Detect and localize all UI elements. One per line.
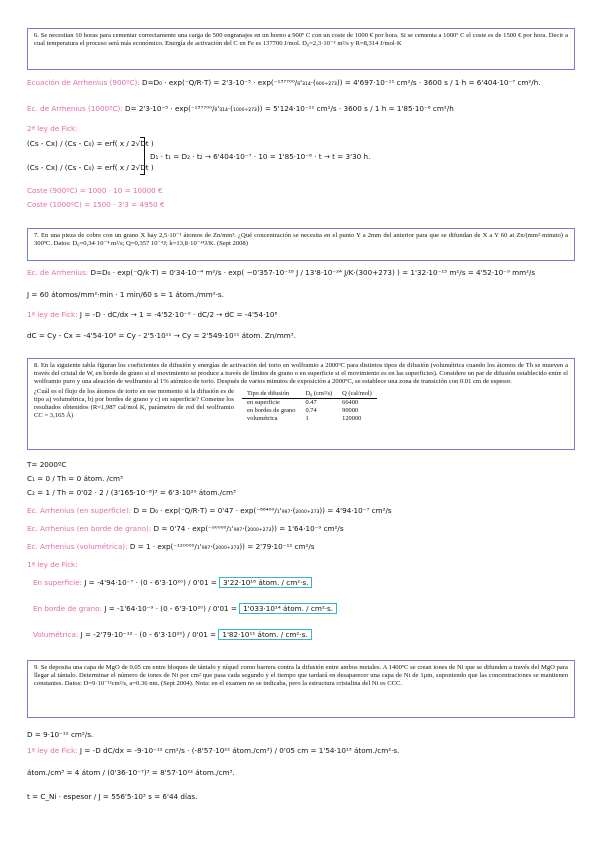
table-row <box>242 415 377 423</box>
table-cell: volumétrica <box>247 415 278 423</box>
p6-l2-eq: D= 2'3·10⁻⁵ · exp(⁻¹³⁷⁷⁰⁰/₈'₃₁₄·(₁₀₀₀₊₂₇₃)) = 5'124·10⁻¹¹ cm²/s · 3600 s / 1 h = 1'85·10⁻⁶ cm²/h <box>125 104 454 113</box>
p8-a1-label: Ec. Arrhenius (en superficie): <box>27 506 132 515</box>
p8-arrhenius-grain <box>27 524 344 533</box>
p6-fick-label: 2ª ley de Fick: <box>27 124 78 133</box>
p8-f2-label: En borde de grano: <box>33 604 103 613</box>
p8-f3-result: 1'82·10¹¹ átom. / cm²·s. <box>218 629 311 640</box>
p9-diffusivity: D = 9·10⁻¹² cm²/s. <box>27 730 94 739</box>
p9-concentration: átom./cm³ = 4 átom / (0'36·10⁻⁷)³ = 8'57·10²² átom./cm³. <box>27 768 235 777</box>
p7-arrhenius <box>27 268 535 277</box>
p8-a3-label: Ec. Arrhenius (volumétrica): <box>27 542 128 551</box>
problem-7-text: 7. En una pieza de cobre con un grano X hay 2,5·10⁻¹ átomos de Zn/mm³. ¿Qué concentración se necesita en el punto Y a 2mm del anterior para que se difundan de X a Y 60 at Zn/(mm²·minuto) a 300ºC. Datos: D₀=0,34·10⁻⁴ m²/s; Q=0,357 10⁻⁴J; k=13,8·10⁻¹⁴J/K. (Sept 2008) <box>34 232 568 248</box>
p7-l1-label: Ec. de Arrhenius: <box>27 268 89 277</box>
p7-l3-label: 1ª ley de Fick: <box>27 310 78 319</box>
p6-l1-eq: D=D₀ · exp(⁻Q/R·T) = 2'3·10⁻⁵ · exp(⁻¹³⁷⁷⁰⁰/₈'₃₁₄·(₉₀₀₊₂₇₃)) = 4'697·10⁻¹¹ cm²/s · 3600 s / 1 h = 6'404·10⁻⁷ cm²/h. <box>142 78 541 87</box>
table-cell: 0.47 <box>305 398 317 406</box>
p8-arrhenius-volume <box>27 542 315 551</box>
diffusion-table <box>242 390 377 424</box>
p6-fick-formula-2: (Cs - Cx) / (Cs - C₀) = erf( x / 2√Dt ) <box>27 163 154 172</box>
table-header: Tipo de difusión <box>242 390 300 399</box>
p8-fick-label: 1ª ley de Fick: <box>27 560 78 569</box>
p8-f2-eq: J = -1'64·10⁻⁹ · (0 - 6'3·10²⁰) / 0'01 = <box>104 604 237 613</box>
p6-cost-1000: Coste (1000ºC) = 1500 · 3'3 = 4950 € <box>27 200 165 209</box>
problem-9-text: 9. Se deposita una capa de MgO de 0.05 cm entre bloques de tántalo y níquel como barrera contra la difusión entre ambos metales. A 1400ºC se crean iones de Ni que se difunden a través del MgO para llegar al tántalo. Determinar el número de iones de Ni por cm² que pasa cada segundo y el tiempo que tardará en desaparecer una capa de Ni de 1μm, suponiendo que las concentraciones se mantienen constantes. Datos: D=9·10⁻¹²cm²/s, a=0.36 nm. (Sept 2004). Nota: en el examen no se indicaba, pero la estructura cristalina del Ni es CCC. <box>34 664 568 688</box>
table-header: D₀ (cm²/s) <box>300 390 337 399</box>
table-cell: 1 <box>305 415 309 423</box>
p6-l2-label: Ec. de Arrhenius (1000ºC): <box>27 104 123 113</box>
table-cell: 90000 <box>342 407 359 415</box>
p8-f3-label: Volumétrica: <box>33 630 79 639</box>
p8-a1-eq: D = D₀ · exp(⁻Q/R·T) = 0'47 · exp(⁻⁶⁶⁴⁰⁰/₁'₉₈₇·(₂₀₀₀₊₂₇₃)) = 4'94·10⁻⁷ cm²/s <box>133 506 392 515</box>
p8-flux-volume <box>33 630 312 639</box>
p6-line-arrhenius-1000 <box>27 104 454 113</box>
table-cell: en superficie <box>247 398 280 406</box>
p8-f2-result: 1'033·10¹⁴ átom. / cm²·s. <box>239 603 337 614</box>
p9-l2-label: 1ª ley de Fick: <box>27 746 78 755</box>
table-row <box>242 398 377 407</box>
p8-temperature: T= 2000ºC <box>27 460 67 469</box>
p6-fick-result: D₁ · t₁ = D₂ · t₂ → 6'404·10⁻⁷ · 10 = 1'85·10⁻⁶ · t → t = 3'30 h. <box>150 152 371 161</box>
p8-a2-eq: D = 0'74 · exp(⁻⁹⁰⁰⁰⁰/₁'₉₈₇·(₂₀₀₀₊₂₇₃)) = 1'64·10⁻⁹ cm²/s <box>153 524 344 533</box>
p8-f1-label: En superficie: <box>33 578 82 587</box>
p8-c1: C₁ = 0 / Th = 0 átom. /cm³ <box>27 474 123 483</box>
problem-6-text: 6. Se necesitan 10 horas para cementar correctamente una carga de 500 engranajes en un horno a 900º C con un coste de 1000 € por hora. Si se cementa a 1000º C el coste es de 1500 € por hora. Decir a cual temperatura el proceso será más económico. Energía de activación del C en Fe es 137700 J/mol. D₀=2,3·10⁻⁵ m²/s y R=8,314 J/mol·K <box>34 32 568 48</box>
p7-concentration: dC = Cy - Cx = -4'54·10⁸ = Cy - 2'5·10¹¹ → Cy = 2'549·10¹¹ átom. Zn/mm³. <box>27 331 296 340</box>
table-cell: 120000 <box>342 415 362 423</box>
table-row <box>242 407 377 415</box>
p9-time: t = C_Ni · espesor / J = 556'5·10³ s = 6'44 días. <box>27 792 198 801</box>
p7-fick <box>27 310 277 319</box>
problem-7-statement <box>27 228 575 261</box>
p8-a2-label: Ec. Arrhenius (en borde de grano): <box>27 524 152 533</box>
table-cell: 66400 <box>342 398 359 406</box>
p8-arrhenius-surface <box>27 506 392 515</box>
p7-l3-eq: J = -D · dC/dx → 1 = -4'52·10⁻⁹ · dC/2 → dC = -4'54·10⁸ <box>79 310 278 319</box>
problem-9-statement <box>27 660 575 718</box>
p8-flux-grain <box>33 604 337 613</box>
p6-brace <box>140 137 145 175</box>
p9-fick <box>27 746 399 755</box>
problem-8-text: 8. En la siguiente tabla figuran los coeficientes de difusión y energías de activación del torio en wolframio a 2000ºC para distintos tipos de difusión (volumétrica cuando los átomos de Th se mueven a través del cristal de W, en borde de grano si el movimiento se produce a través de límites de grano o en superficie si el movimiento es en las superficies). Considere un par de difusión establecido entre el wolframio puro y una aleación de wolframio al 1% atómico de torio. Después de varios minutos de exposición a 2000ºC, se establece una zona de transición con 0.01 cm de espesor. <box>34 362 568 386</box>
p9-l2-eq: J = -D dC/dx = -9·10⁻¹² cm²/s · (-8'57·10²² átom./cm³) / 0'05 cm = 1'54·10¹³ átom./cm²·s. <box>79 746 400 755</box>
problem-8-question: ¿Cuál es el flujo de los átomos de torio en ese momento si la difusión es de tipo a) volumétrica, b) por bordes de grano y c) en superficie? Cometne los resultados obtenidos (R=1,987 cal/mol K, parámetro de red del wolframio CC = 3,165 Å) <box>34 387 234 420</box>
p6-cost-900: Coste (900ºC) = 1000 · 10 = 10000 € <box>27 186 163 195</box>
table-cell: 0.74 <box>305 407 317 415</box>
problem-8-statement <box>27 358 575 450</box>
p8-flux-surface <box>33 578 312 587</box>
p7-l1-eq: D=D₀ · exp(⁻Q/k·T) = 0'34·10⁻⁴ m²/s · exp( −0'357·10⁻¹⁸ J / 13'8·10⁻²⁴ J/K·(300+273) ) = 1'32·10⁻¹⁵ m²/s = 4'52·10⁻⁹ mm²/s <box>90 268 536 277</box>
p8-f1-result: 3'22·10¹⁶ átom. / cm²·s. <box>219 577 312 588</box>
p8-a3-eq: D = 1 · exp(⁻¹²⁰⁰⁰⁰/₁'₉₈₇·(₂₀₀₀₊₂₇₃)) = 2'79·10⁻¹² cm²/s <box>129 542 315 551</box>
p8-f3-eq: J = -2'79·10⁻¹² · (0 - 6'3·10²⁰) / 0'01 = <box>80 630 217 639</box>
p8-c2: C₂ = 1 / Th = 0'02 · 2 / (3'165·10⁻⁸)³ = 6'3·10²⁰ átom./cm³ <box>27 488 236 497</box>
p6-l1-label: Ecuación de Arrhenius (900ºC): <box>27 78 140 87</box>
problem-6-statement <box>27 28 575 70</box>
p7-flux: J = 60 átomos/mm²·min · 1 min/60 s = 1 átom./mm²·s. <box>27 290 224 299</box>
table-header: Q (cal/mol) <box>337 390 377 399</box>
p8-f1-eq: J = -4'94·10⁻⁷ · (0 - 6'3·10²⁰) / 0'01 = <box>84 578 217 587</box>
p6-fick-formula-1: (Cs - Cx) / (Cs - C₀) = erf( x / 2√Dt ) <box>27 139 154 148</box>
table-cell: en bordes de grano <box>247 407 296 415</box>
p6-line-arrhenius-900 <box>27 78 541 87</box>
